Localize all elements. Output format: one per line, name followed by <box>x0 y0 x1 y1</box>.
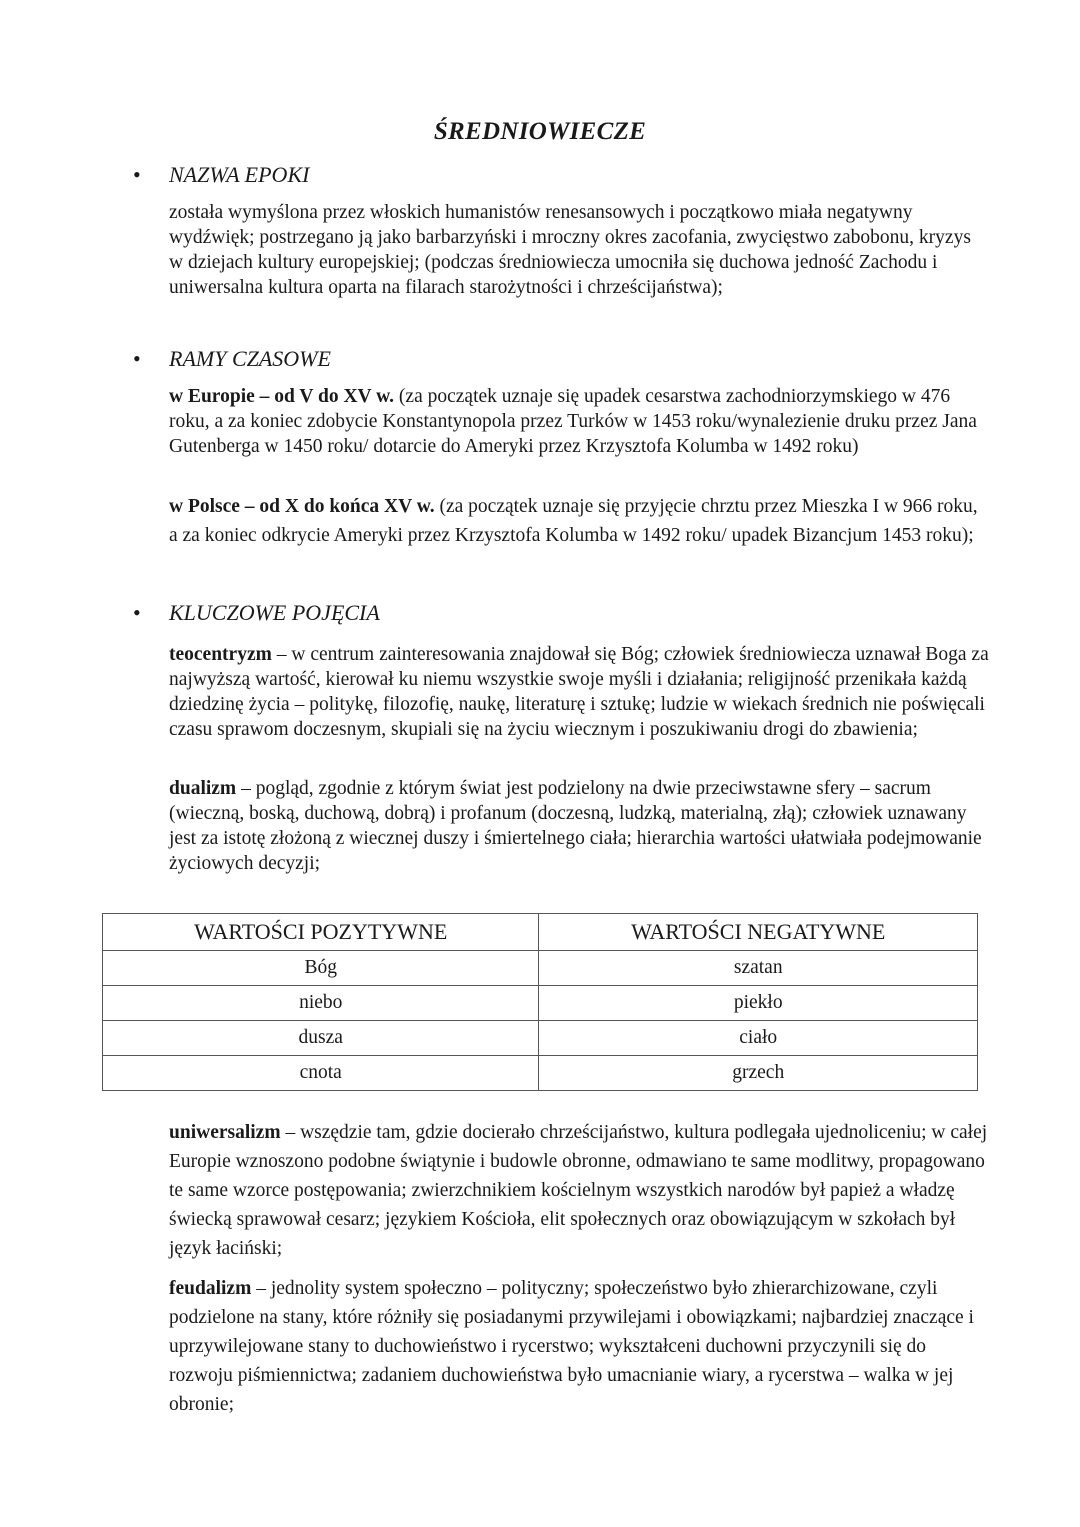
page-title: ŚREDNIOWIECZE <box>433 117 647 145</box>
bullet-icon: • <box>133 162 141 187</box>
paragraph-text: została wymyślona przez włoskich humanistów renesansowych i początkowo miała negatywny wydźwięk; postrzegano ją jako barbarzyński i mroczny okres zacofania, zwycięstwo zabobonu, kryzys w dziejach kultury europejskiej; (podczas średniowiecza umocniła się duchowa jedność Zachodu i uniwersalna kultura oparta na filarach starożytności i chrześcijaństwa); <box>169 202 971 298</box>
paragraph-text: – pogląd, zgodnie z którym świat jest podzielony na dwie przeciwstawne sfery – sacrum (wieczną, boską, duchową, dobrą) i profanum (doczesną, ludzką, materialną, złą); człowiek uznawany jest za istotę złożoną z wiecznej duszy i śmiertelnego ciała; hierarchia wartości ułatwiała podejmowanie życiowych decyzji; <box>169 778 982 874</box>
table-cell: szatan <box>539 951 978 986</box>
paragraph-dualizm <box>169 776 989 876</box>
paragraph-polska <box>169 492 989 550</box>
values-table <box>102 913 978 1091</box>
paragraph-uniwersalizm <box>169 1118 989 1263</box>
paragraph-text: – w centrum zainteresowania znajdował się Bóg; człowiek średniowiecza uznawał Boga za najwyższą wartość, kierował ku niemu wszystkie swoje myśli i działania; religijność przenikała każdą dziedzinę życia – politykę, filozofię, naukę, literaturę i sztukę; ludzie w wiekach średnich nie poświęcali czasu sprawom doczesnym, skupiali się na życiu wiecznym i poszukiwaniu drogi do zbawienia; <box>169 644 989 740</box>
paragraph-term: w Polsce – od X do końca XV w. <box>169 496 435 517</box>
paragraph-feudalizm <box>169 1274 989 1419</box>
table-header-positive: WARTOŚCI POZYTYWNE <box>103 914 539 951</box>
table-cell: grzech <box>539 1056 978 1091</box>
paragraph-term: feudalizm <box>169 1278 252 1299</box>
table-row <box>103 1056 978 1091</box>
table-row <box>103 1021 978 1056</box>
bullet-icon: • <box>133 346 141 371</box>
paragraph-term: w Europie – od V do XV w. <box>169 386 395 407</box>
table-cell: cnota <box>103 1056 539 1091</box>
table-cell: dusza <box>103 1021 539 1056</box>
table-header-row <box>103 914 978 951</box>
section-heading-kluczowe-pojecia <box>133 600 380 626</box>
table-row <box>103 986 978 1021</box>
paragraph-term: dualizm <box>169 778 237 799</box>
section-heading-ramy-czasowe <box>133 346 331 372</box>
table-row <box>103 951 978 986</box>
section-heading-label: NAZWA EPOKI <box>169 162 310 187</box>
table-cell: niebo <box>103 986 539 1021</box>
paragraph-teocentryzm <box>169 642 989 742</box>
section-heading-label: RAMY CZASOWE <box>169 346 331 371</box>
paragraph-text: – wszędzie tam, gdzie docierało chrześcijaństwo, kultura podlegała ujednoliceniu; w całej Europie wznoszono podobne świątynie i budowle obronne, odmawiano te same modlitwy, propagowano te same wzorce postępowania; zwierzchnikiem kościelnym wszystkich narodów był papież a władzę świecką sprawował cesarz; językiem Kościoła, elit społecznych oraz obowiązującym w szkołach był język łaciński; <box>169 1122 988 1259</box>
paragraph-text: (za początek uznaje się przyjęcie chrztu przez Mieszka I w 966 roku, a za koniec odkrycie Ameryki przez Krzysztofa Kolumba w 1492 roku/ upadek Bizancjum 1453 roku); <box>169 496 978 546</box>
section-heading-nazwa-epoki <box>133 162 309 188</box>
paragraph-text: (za początek uznaje się upadek cesarstwa zachodniorzymskiego w 476 roku, a za koniec zdobycie Konstantynopola przez Turków w 1453 roku/wynalezienie druku przez Jana Gutenberga w 1450 roku/ dotarcie do Ameryki przez Krzysztofa Kolumba w 1492 roku) <box>169 386 977 457</box>
bullet-icon: • <box>133 600 141 625</box>
section-heading-label: KLUCZOWE POJĘCIA <box>169 600 380 625</box>
table-cell: piekło <box>539 986 978 1021</box>
paragraph-text: – jednolity system społeczno – polityczny; społeczeństwo było zhierarchizowane, czyli podzielone na stany, które różniły się posiadanymi przywilejami i obowiązkami; najbardziej znaczące i uprzywilejowane stany to duchowieństwo i rycerstwo; wykształceni duchowni przyczynili się do rozwoju piśmiennictwa; zadaniem duchowieństwa było umacnianie wiary, a rycerstwa – walka w jej obronie; <box>169 1278 974 1415</box>
paragraph-nazwa-epoki <box>169 200 989 300</box>
table-header-negative: WARTOŚCI NEGATYWNE <box>539 914 978 951</box>
table-cell: ciało <box>539 1021 978 1056</box>
table-cell: Bóg <box>103 951 539 986</box>
paragraph-term: teocentryzm <box>169 644 272 665</box>
paragraph-term: uniwersalizm <box>169 1122 281 1143</box>
paragraph-europa <box>169 384 989 459</box>
